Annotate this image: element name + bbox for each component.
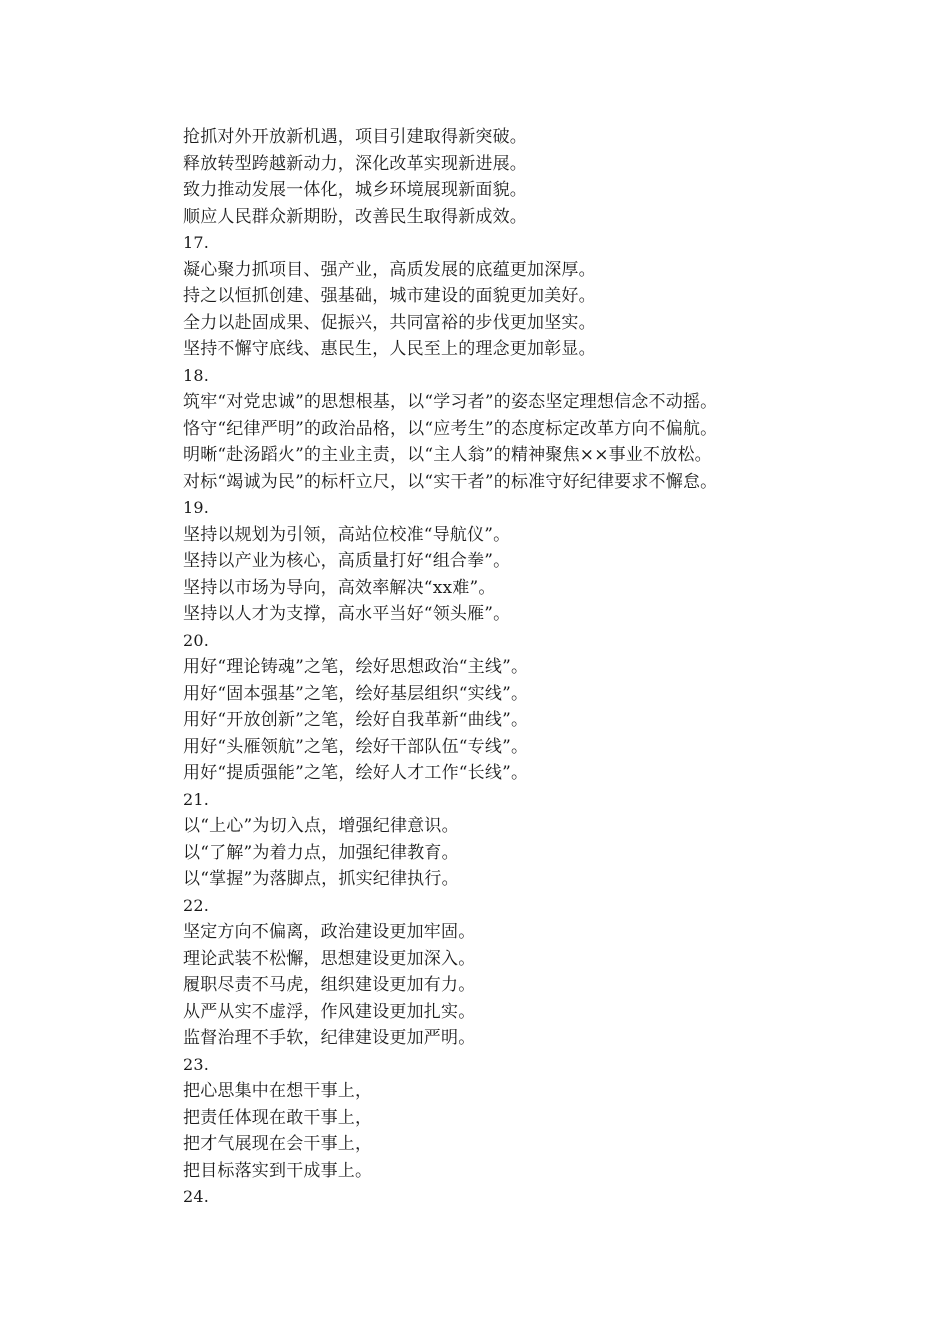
text-line: 坚持以产业为核心，高质量打好“组合拳”。 xyxy=(183,551,511,571)
text-line: 以“了解”为着力点，加强纪律教育。 xyxy=(183,842,459,863)
text-line: 抢抓对外开放新机遇，项目引建取得新突破。 xyxy=(183,127,527,147)
text-line: 把责任体现在敢干事上， xyxy=(183,1107,373,1128)
section-number: 21. xyxy=(183,789,210,809)
text-line: 持之以恒抓创建、强基础，城市建设的面貌更加美好。 xyxy=(183,286,596,306)
text-line: 把目标落实到干成事上。 xyxy=(183,1160,373,1181)
text-line: 凝心聚力抓项目、强产业，高质发展的底蕴更加深厚。 xyxy=(183,259,596,280)
text-line: 用好“开放创新”之笔，绘好自我革新“曲线”。 xyxy=(183,710,529,730)
text-line: 监督治理不手软，纪律建设更加严明。 xyxy=(183,1028,476,1048)
section-number: 17. xyxy=(183,233,210,252)
text-line: 用好“头雁领航”之笔，绘好干部队伍“专线”。 xyxy=(183,736,529,757)
text-line: 坚持以市场为导向，高效率解决“xx难”。 xyxy=(183,577,496,598)
text-line: 恪守“纪律严明”的政治品格，以“应考生”的态度标定改革方向不偏航。 xyxy=(183,418,718,439)
text-line: 坚持以规划为引领，高站位校准“导航仪”。 xyxy=(183,524,511,545)
text-line: 履职尽责不马虎，组织建设更加有力。 xyxy=(183,975,476,995)
text-line: 用好“理论铸魂”之笔，绘好思想政治“主线”。 xyxy=(183,657,529,677)
text-line: 坚持以人才为支撑，高水平当好“领头雁”。 xyxy=(183,604,511,624)
text-line: 对标“竭诚为民”的标杆立尺，以“实干者”的标准守好纪律要求不懈怠。 xyxy=(183,471,718,492)
section-number: 23. xyxy=(183,1054,210,1074)
text-line: 用好“提质强能”之笔，绘好人才工作“长线”。 xyxy=(183,763,529,783)
document-body xyxy=(183,124,823,1211)
text-line: 筑牢“对党忠诚”的思想根基，以“学习者”的姿态坚定理想信念不动摇。 xyxy=(183,392,718,412)
section-number: 24. xyxy=(183,1187,210,1206)
text-line: 坚持不懈守底线、惠民生，人民至上的理念更加彰显。 xyxy=(183,339,596,359)
text-line: 以“掌握”为落脚点，抓实纪律执行。 xyxy=(183,869,459,889)
section-number: 19. xyxy=(183,498,210,517)
text-line: 明晰“赴汤蹈火”的主业主责，以“主人翁”的精神聚焦××事业不放松。 xyxy=(183,445,712,465)
text-line: 致力推动发展一体化，城乡环境展现新面貌。 xyxy=(183,180,527,200)
text-line: 释放转型跨越新动力，深化改革实现新进展。 xyxy=(183,153,527,174)
text-line: 顺应人民群众新期盼，改善民生取得新成效。 xyxy=(183,206,527,227)
text-line: 从严从实不虚浮，作风建设更加扎实。 xyxy=(183,1001,476,1022)
text-line: 坚定方向不偏离，政治建设更加牢固。 xyxy=(183,922,476,942)
text-line: 以“上心”为切入点，增强纪律意识。 xyxy=(183,816,459,836)
text-line: 把才气展现在会干事上， xyxy=(183,1134,373,1154)
text-line: 把心思集中在想干事上， xyxy=(183,1081,373,1101)
section-number: 22. xyxy=(183,895,210,915)
section-number: 18. xyxy=(183,365,210,385)
section-number: 20. xyxy=(183,630,210,650)
text-line: 理论武装不松懈，思想建设更加深入。 xyxy=(183,948,476,969)
text-line: 全力以赴固成果、促振兴，共同富裕的步伐更加坚实。 xyxy=(183,312,596,333)
text-line: 用好“固本强基”之笔，绘好基层组织“实线”。 xyxy=(183,683,529,704)
